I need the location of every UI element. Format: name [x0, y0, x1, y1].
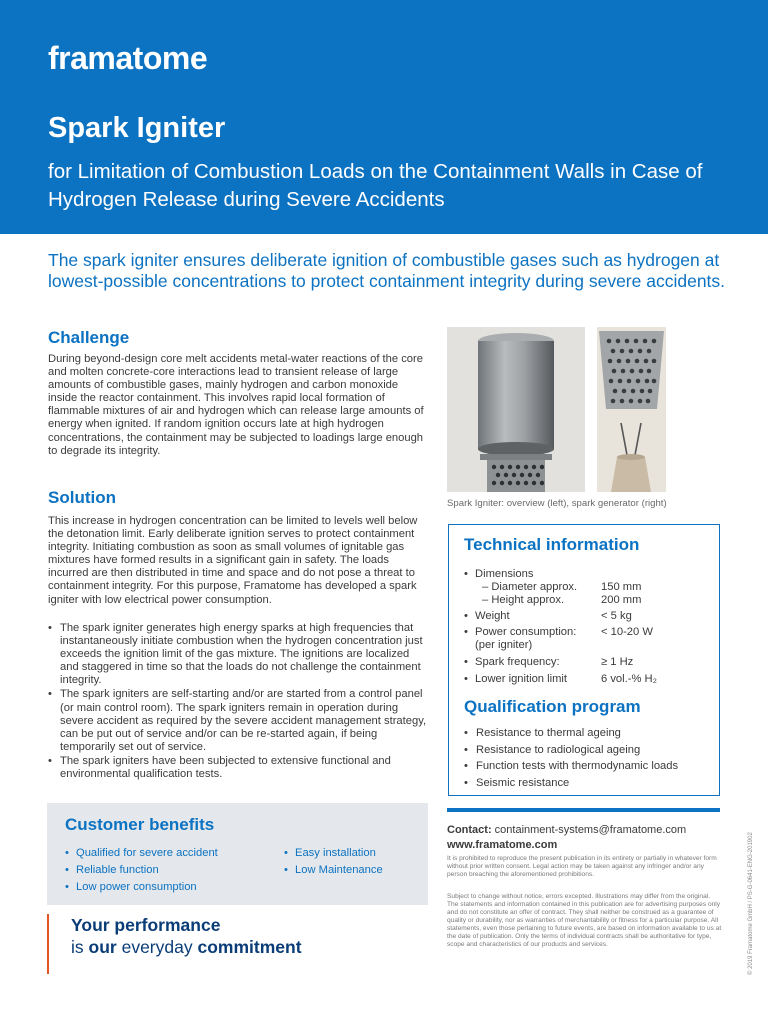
blue-divider	[447, 808, 720, 812]
customer-benefits-heading: Customer benefits	[65, 815, 215, 834]
legal-notice-disclaimer: Subject to change without notice, errors excepted. Illustrations may differ from the original. The statements and information contained in this publication are for advertising purposes only and do not constitute an offer of contract. They shall neither be construed as a guarantee of quality or durability, nor as warranties of merchantability or fitness for a particular purpose. All statements, even those pertaining to future events, are based on information available to us at the date of publication. Only the terms of individual contracts shall be authoritative for type, scope and characteristics of our products and services.	[447, 893, 722, 948]
intro-paragraph: The spark igniter ensures deliberate ignition of combustible gases such as hydrogen at lowest-possible concentrations to protect containment integrity during severe accidents.	[48, 250, 726, 291]
spark-generator-photo	[597, 327, 666, 492]
website-link[interactable]: www.framatome.com	[447, 839, 558, 851]
benefit-item: • Low power consumption	[65, 879, 218, 896]
solution-text: This increase in hydrogen concentration can be limited to levels well below the detonation limit. Early deliberate ignition serves to protect containment integrity. Initiating combustion as soon as small volumes of ignitable gas mixtures have formed results in a significant gain in safety. The loads incurred are then distributed in time and space and do not pose a threat to containment integrity. For this purpose, Framatome has developed a spark igniter with low electrical power consumption.	[48, 515, 418, 606]
contact-email-link[interactable]: containment-systems@framatome.com	[494, 824, 687, 836]
igniter-overview-image	[447, 327, 585, 492]
tagline-word: everyday	[121, 937, 193, 957]
qualification-heading: Qualification program	[464, 697, 641, 716]
tech-value: ≥ 1 Hz	[601, 656, 634, 668]
tagline-word: our	[88, 937, 117, 957]
header-banner	[0, 0, 768, 234]
tech-bullet: •	[464, 656, 468, 668]
photo-caption: Spark Igniter: overview (left), spark generator (right)	[447, 498, 667, 509]
framatome-logo: framatome	[48, 40, 208, 76]
solution-bullet: • The spark igniter generates high energy sparks at high frequencies that instantaneously initiate combustion when the hydrogen concentration just exceeds the ignition limit of the gas mixture. The ignitions are localized and staggered in time so that the loads do not challenge the containment integrity.	[48, 622, 430, 687]
customer-benefits-panel	[47, 803, 428, 905]
qualification-item: • Resistance to radiological ageing	[464, 744, 678, 757]
benefit-item: • Reliable function	[65, 862, 218, 879]
challenge-text: During beyond-design core melt accidents metal-water reactions of the core and molten concrete-core interactions lead to transient release of large amounts of combustible gases, mainly hydrogen and carbon monoxide inside the reactor containment. This involves rapid local formation of flammable mixtures of air and hydrogen which can release large amounts of energy when ignited. If random ignition occurs late at high hydrogen concentrations, the containment may be subjected to loadings large enough to degrade its integrity.	[48, 353, 424, 457]
tech-label: – Diameter approx.	[482, 581, 578, 593]
tech-value: < 5 kg	[601, 610, 632, 622]
benefits-column-1	[65, 845, 218, 895]
tech-label: Power consumption:	[475, 626, 577, 638]
tech-value: 6 vol.-% H₂	[601, 673, 657, 685]
tagline	[47, 914, 302, 974]
benefits-column-2	[284, 845, 383, 879]
challenge-heading: Challenge	[48, 328, 130, 347]
tagline-word: commitment	[197, 937, 302, 957]
solution-bullet: • The spark igniters have been subjected to extensive functional and environmental qualification tests.	[48, 755, 430, 781]
tech-bullet: •	[464, 568, 468, 580]
tagline-word: is	[71, 937, 84, 957]
tech-label: Spark frequency:	[475, 656, 560, 668]
legal-notice-reproduction: It is prohibited to reproduce the present publication in its entirety or partially in whatever form without prior written consent. Legal action may be taken against any infringer and/or any person breaching the aforementioned prohibitions.	[447, 855, 717, 878]
qualification-item: • Seismic resistance	[464, 777, 678, 790]
tech-label: Weight	[475, 610, 510, 622]
benefit-item: • Low Maintenance	[284, 862, 383, 879]
solution-bullet: • The spark igniters are self-starting and/or are started from a control panel (or main control room). The spark igniters remain in operation during severe accident as required by the severe accident management strategy, can be put out of service and/or can be re-started again, if being temporarily set out of service.	[48, 688, 430, 753]
benefit-item: • Easy installation	[284, 845, 383, 862]
copyright-note: © 2019 Framatome GmbH / PS-G-0641-ENG-201902	[748, 832, 754, 975]
contact-block	[447, 823, 686, 853]
tech-label: Lower ignition limit	[475, 673, 568, 685]
tech-bullet: •	[464, 626, 468, 638]
qualification-list	[464, 727, 678, 793]
qualification-item: • Resistance to thermal ageing	[464, 727, 678, 740]
tech-label: (per igniter)	[475, 639, 533, 651]
tech-value: 200 mm	[601, 594, 642, 606]
tagline-word: Your performance	[71, 915, 221, 935]
tech-label: Dimensions	[475, 568, 534, 580]
tech-value: < 10-20 W	[601, 626, 653, 638]
technical-info-box	[448, 524, 720, 796]
qualification-item: • Function tests with thermodynamic loads	[464, 760, 678, 773]
tech-bullet: •	[464, 610, 468, 622]
solution-bullets	[48, 622, 430, 781]
tech-bullet: •	[464, 673, 468, 685]
spark-generator-image	[597, 327, 666, 492]
tech-value: 150 mm	[601, 581, 642, 593]
technical-info-heading: Technical information	[464, 535, 640, 554]
solution-heading: Solution	[48, 488, 116, 507]
benefit-item: • Qualified for severe accident	[65, 845, 218, 862]
document-subtitle: for Limitation of Combustion Loads on the Containment Walls in Case of Hydrogen Release during Severe Accidents	[48, 160, 703, 211]
contact-label: Contact:	[447, 824, 492, 836]
igniter-overview-photo	[447, 327, 585, 492]
tech-label: – Height approx.	[482, 594, 565, 606]
document-title: Spark Igniter	[48, 112, 226, 144]
